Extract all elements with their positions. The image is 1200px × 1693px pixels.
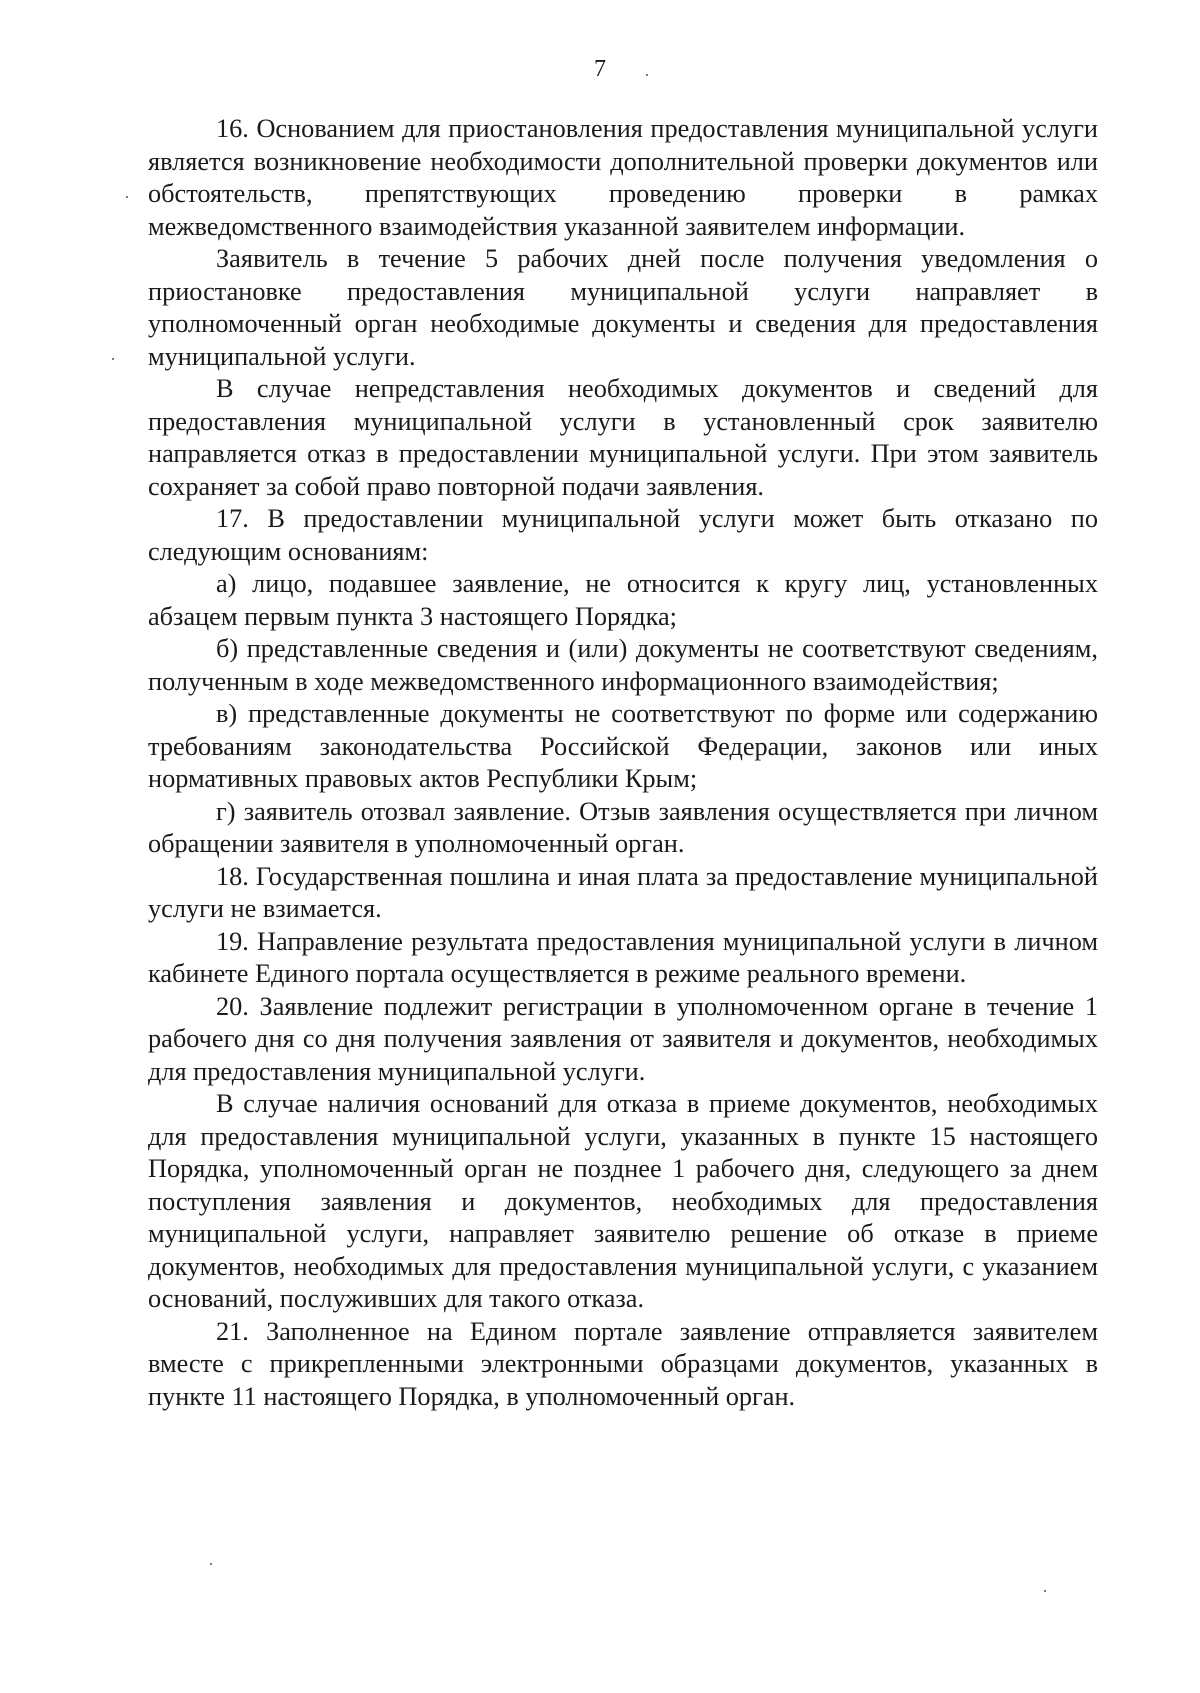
paragraph-17-v: в) представленные документы не соответствуют по форме или содержанию требованиям законодательства Российской Федерации, законов или иных нормативных правовых актов Республики Крым; xyxy=(148,699,1098,793)
scan-speck xyxy=(646,74,648,76)
paragraph-21: 21. Заполненное на Едином портале заявление отправляется заявителем вместе с прикрепленными электронными образцами документов, указанных в пункте 11 настоящего Порядка, в уполномоченный орган. xyxy=(148,1316,1098,1411)
paragraph-non-submission: В случае непредставления необходимых документов и сведений для предоставления муниципальной услуги в установленный срок заявителю направляется отказ в предоставлении муниципальной услуги. При этом заявитель сохраняет за собой право повторной подачи заявления. xyxy=(148,374,1098,501)
scan-speck xyxy=(1044,1590,1046,1592)
paragraph-17-a: а) лицо, подавшее заявление, не относится к кругу лиц, установленных абзацем первым пункта 3 настоящего Порядка; xyxy=(148,569,1098,631)
scan-speck xyxy=(126,196,128,198)
paragraph-19: 19. Направление результата предоставления муниципальной услуги в личном кабинете Единого портала осуществляется в режиме реального времени. xyxy=(148,926,1098,988)
paragraph-16: 16. Основанием для приостановления предоставления муниципальной услуги является возникновение необходимости дополнительной проверки документов или обстоятельств, препятствующих проведению проверки в рамках межведомственного взаимодействия указанной заявителем информации. xyxy=(148,114,1098,241)
paragraph-17-g: г) заявитель отозвал заявление. Отзыв заявления осуществляется при личном обращении заявителя в уполномоченный орган. xyxy=(148,796,1098,858)
scan-speck xyxy=(210,1563,212,1565)
document-body xyxy=(148,113,1098,1413)
paragraph-applicant-deadline: Заявитель в течение 5 рабочих дней после получения уведомления о приостановке предоставления муниципальной услуги направляет в уполномоченный орган необходимые документы и сведения для предоставления муниципальной услуги. xyxy=(148,244,1098,371)
paragraph-17: 17. В предоставлении муниципальной услуги может быть отказано по следующим основаниям: xyxy=(148,504,1098,566)
paragraph-refusal-grounds: В случае наличия оснований для отказа в приеме документов, необходимых для предоставления муниципальной услуги, указанных в пункте 15 настоящего Порядка, уполномоченный орган не позднее 1 рабочего дня, следующего за днем поступления заявления и документов, необходимых для предоставления муниципальной услуги, направляет заявителю решение об отказе в приеме документов, необходимых для предоставления муниципальной услуги, с указанием оснований, послуживших для такого отказа. xyxy=(148,1089,1098,1313)
paragraph-18: 18. Государственная пошлина и иная плата за предоставление муниципальной услуги не взимается. xyxy=(148,861,1098,923)
scan-speck xyxy=(112,358,114,360)
paragraph-20: 20. Заявление подлежит регистрации в уполномоченном органе в течение 1 рабочего дня со дня получения заявления от заявителя и документов, необходимых для предоставления муниципальной услуги. xyxy=(148,991,1098,1086)
page-number: 7 xyxy=(594,56,606,82)
paragraph-17-b: б) представленные сведения и (или) документы не соответствуют сведениям, полученным в ходе межведомственного информационного взаимодействия; xyxy=(148,634,1098,696)
